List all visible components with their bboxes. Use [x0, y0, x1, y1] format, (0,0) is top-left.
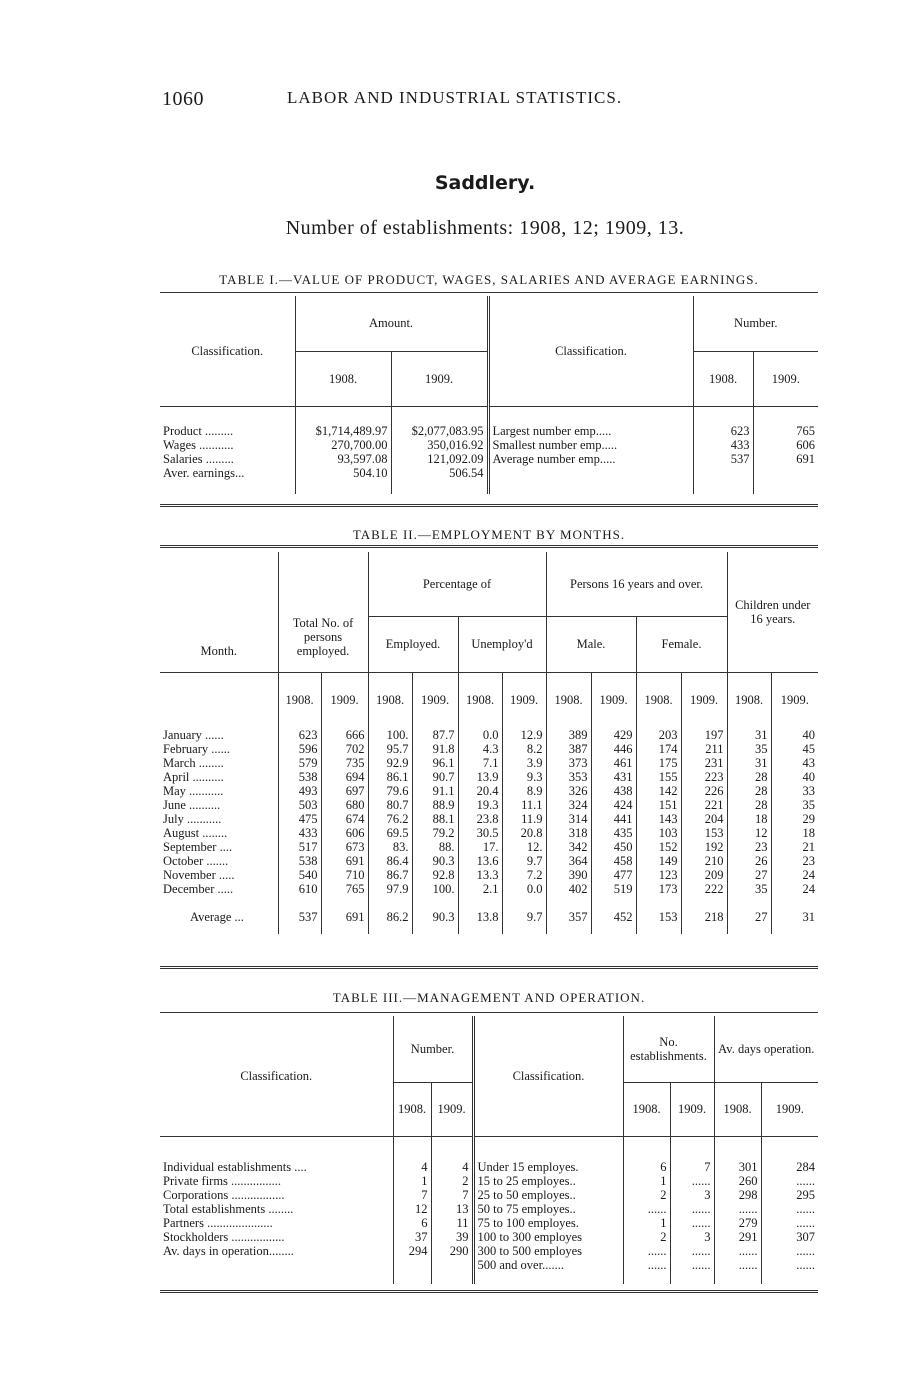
table2-cell: 2.1: [458, 882, 502, 896]
table3-top-rule: [160, 1012, 818, 1013]
table2-cell: 680: [321, 798, 368, 812]
table1-h-number-1909: 1909.: [753, 351, 818, 406]
table2-cell: 210: [681, 854, 727, 868]
table2-cell: 20.8: [502, 826, 546, 840]
table2-month-label: October .......: [163, 854, 229, 868]
table2: Month. Total No. of persons employed. Percentage of Persons 16 years and over. Children under 16 years. Employed. Unemploy'd Male. Female. 1908. 1909. 1908. 1909. 1908. 1909. 1908. 1909. 1908. 1909. 1908. 1909. January ...... 623 666 100. 87.7 0.0 12.9 389 429 203 197 31 40 February ...... 596 702 95.7 91.8 4.3 8.2 387 446 174 211 35 45 March ........ 579 735 92.9 96.1 7.1 3.9 373 461 175 231 31 43 April .......... 538 694 86.1 90.7 13.9 9.3 353 431 155 223 28 40 May ........... 493 697 79.6 91.1 20.4 8.9 326 438 142 226 28 33 June .......... 503 680 80.7 88.9 19.3 11.1 324 424 151 221 28 35 July ........... 475 674 76.2 88.1 23.8 11.9 314 441 143 204 18 29 August ........ 433 606 69.5 79.2 30.5 20.8 318 435 103 153 12 18 September .... 517 673 83. 88. 17. 12. 342 450 152 192 23 21 October ....... 538 691 86.4 90.3 13.6 9.7 364 458 149 210 26 23 November ..... 540 710 86.7 92.8 13.3 7.2 390 477 123 209 27 24 December ..... 610 765 97.9 100. 2.1 0.0 402 519 173 222 35 24 Average ... 537 691 86.2 90.3 13.8 9.7 357 452 153 218 27 31: [160, 552, 818, 934]
table3-row: [160, 1188, 818, 1202]
table2-month-label: February ......: [163, 742, 230, 756]
table2-month-label: November .....: [163, 868, 235, 882]
table2-cell: 7.2: [502, 868, 546, 882]
table2-average-cell: 27: [727, 910, 771, 924]
table2-cell: 12.: [502, 840, 546, 854]
table3-cell: 291: [714, 1230, 761, 1244]
table3-cell: 39: [431, 1230, 473, 1244]
table2-h-employed: Employed.: [368, 616, 458, 672]
table2-cell: 23: [727, 840, 771, 854]
table2-cell: 29: [771, 812, 818, 826]
table3-cell: 2: [623, 1230, 670, 1244]
table3-h-classification: Classification.: [240, 1068, 313, 1083]
table3-row: [160, 1160, 818, 1174]
table2-cell: 18: [727, 812, 771, 826]
table3-row: [160, 1230, 818, 1244]
table2-cell: 31: [727, 728, 771, 742]
table2-cell: 373: [546, 756, 591, 770]
table3-cell: 260: [714, 1174, 761, 1188]
table2-cell: 45: [771, 742, 818, 756]
table2-cell: 142: [636, 784, 681, 798]
table2-cell: 364: [546, 854, 591, 868]
table3-cell: ......: [761, 1258, 818, 1272]
table2-cell: 83.: [368, 840, 412, 854]
table2-cell: 461: [591, 756, 636, 770]
table3-right-label: 50 to 75 employes..: [473, 1202, 623, 1216]
table2-row: [160, 798, 818, 812]
table2-average-cell: 31: [771, 910, 818, 924]
table2-cell: 11.9: [502, 812, 546, 826]
table2-average-label: Average ...: [190, 910, 244, 924]
table2-h-children: Children under 16 years.: [727, 552, 818, 672]
table3-cell: 284: [761, 1160, 818, 1174]
table3-left-label: [160, 1258, 393, 1272]
table2-cell: 28: [727, 798, 771, 812]
table2-cell: 387: [546, 742, 591, 756]
table2-cell: 226: [681, 784, 727, 798]
table2-cell: 450: [591, 840, 636, 854]
table2-cell: 3.9: [502, 756, 546, 770]
table3-cell: [393, 1258, 431, 1272]
table3-cell: ......: [623, 1258, 670, 1272]
table2-cell: 21: [771, 840, 818, 854]
table2-cell: 151: [636, 798, 681, 812]
table2-row: [160, 812, 818, 826]
table2-cell: 666: [321, 728, 368, 742]
table2-cell: 92.8: [412, 868, 458, 882]
table3-left-label: Total establishments ........: [163, 1202, 294, 1216]
table2-cell: 318: [546, 826, 591, 840]
table2-cell: 35: [771, 798, 818, 812]
table1-row: Salaries ......... 93,597.08 121,092.09 Average number emp..... 537 691: [160, 452, 818, 466]
table2-cell: 517: [278, 840, 321, 854]
table2-average-row: [160, 910, 818, 924]
table2-cell: 123: [636, 868, 681, 882]
table3-cell: ......: [761, 1202, 818, 1216]
table2-cell: 231: [681, 756, 727, 770]
table3-cell: ......: [714, 1202, 761, 1216]
table2-cell: 30.5: [458, 826, 502, 840]
table3-cell: 4: [431, 1160, 473, 1174]
table3-cell: ......: [670, 1202, 714, 1216]
table1-row: Product ......... $1,714,489.97 $2,077,083.95 Largest number emp..... 623 765: [160, 424, 818, 438]
table2-cell: 493: [278, 784, 321, 798]
table2-cell: 91.1: [412, 784, 458, 798]
table2-cell: 192: [681, 840, 727, 854]
table1-h-number: Number.: [693, 296, 818, 351]
table3-cell: 279: [714, 1216, 761, 1230]
table2-row: [160, 742, 818, 756]
table3-cell: ......: [623, 1244, 670, 1258]
table2-h-persons16: Persons 16 years and over.: [546, 552, 727, 616]
table1-caption: TABLE I.—VALUE OF PRODUCT, WAGES, SALARIES AND AVERAGE EARNINGS.: [219, 272, 759, 287]
table2-cell: 9.7: [502, 854, 546, 868]
table2-cell: 17.: [458, 840, 502, 854]
table2-cell: 35: [727, 742, 771, 756]
table3-row: [160, 1202, 818, 1216]
table3-h-number: Number.: [393, 1016, 473, 1082]
table3-row: [160, 1258, 818, 1272]
table2-cell: 8.9: [502, 784, 546, 798]
table2-cell: 222: [681, 882, 727, 896]
page-number: 1060: [162, 88, 204, 110]
table3-right-label: 15 to 25 employes..: [473, 1174, 623, 1188]
table2-h-total: Total No. of persons employed.: [278, 552, 368, 672]
table2-cell: 697: [321, 784, 368, 798]
table2-row: [160, 826, 818, 840]
table2-cell: 28: [727, 770, 771, 784]
table2-row: [160, 868, 818, 882]
table2-cell: 86.1: [368, 770, 412, 784]
table2-cell: 431: [591, 770, 636, 784]
table3-cell: 4: [393, 1160, 431, 1174]
table3-cell: 3: [670, 1230, 714, 1244]
table2-cell: 13.6: [458, 854, 502, 868]
table2-cell: 88.9: [412, 798, 458, 812]
table2-average-cell: 452: [591, 910, 636, 924]
table2-cell: 155: [636, 770, 681, 784]
table2-average-cell: 90.3: [412, 910, 458, 924]
table3-cell: 290: [431, 1244, 473, 1258]
table2-cell: 79.6: [368, 784, 412, 798]
table3-left-label: Av. days in operation........: [163, 1244, 294, 1258]
table2-cell: 691: [321, 854, 368, 868]
table2-cell: 11.1: [502, 798, 546, 812]
table3-cell: ......: [714, 1258, 761, 1272]
table3-cell: ......: [670, 1216, 714, 1230]
table3-cell: ......: [714, 1244, 761, 1258]
table3-right-label: 500 and over.......: [473, 1258, 623, 1272]
table2-cell: 4.3: [458, 742, 502, 756]
table2-cell: 90.7: [412, 770, 458, 784]
table2-cell: 402: [546, 882, 591, 896]
table2-cell: 342: [546, 840, 591, 854]
table3-h-avdays: Av. days operation.: [714, 1016, 818, 1082]
table2-cell: 87.7: [412, 728, 458, 742]
table2-row: [160, 756, 818, 770]
table2-cell: 76.2: [368, 812, 412, 826]
table1-bottom-rule: [160, 504, 818, 507]
table2-cell: 24: [771, 882, 818, 896]
table2-month-label: September ....: [163, 840, 233, 854]
table2-cell: 86.4: [368, 854, 412, 868]
table3-cell: 295: [761, 1188, 818, 1202]
table2-cell: 438: [591, 784, 636, 798]
table2-cell: 223: [681, 770, 727, 784]
table3-cell: 7: [431, 1188, 473, 1202]
table2-average-cell: 218: [681, 910, 727, 924]
table2-cell: 209: [681, 868, 727, 882]
table2-top-rule: [160, 545, 818, 548]
table3-cell: 37: [393, 1230, 431, 1244]
table1-h-amount-1908: 1908.: [295, 351, 391, 406]
table3-right-label: 100 to 300 employes: [473, 1230, 623, 1244]
table2-cell: 88.: [412, 840, 458, 854]
table2-average-cell: 153: [636, 910, 681, 924]
table3-row: [160, 1244, 818, 1258]
table3-right-label: 300 to 500 employes: [473, 1244, 623, 1258]
table1-h-classification: Classification.: [191, 343, 264, 358]
table3-cell: ......: [761, 1244, 818, 1258]
table2-cell: 596: [278, 742, 321, 756]
table2-cell: 80.7: [368, 798, 412, 812]
table3-cell: 1: [623, 1216, 670, 1230]
table3-cell: 1: [393, 1174, 431, 1188]
table2-cell: 673: [321, 840, 368, 854]
table2-month-label: March ........: [163, 756, 224, 770]
table2-cell: 86.7: [368, 868, 412, 882]
table2-cell: 710: [321, 868, 368, 882]
table2-cell: 702: [321, 742, 368, 756]
table2-cell: 143: [636, 812, 681, 826]
table2-cell: 197: [681, 728, 727, 742]
table2-cell: 97.9: [368, 882, 412, 896]
table2-cell: 100.: [412, 882, 458, 896]
table2-cell: 538: [278, 854, 321, 868]
table3-caption: TABLE III.—MANAGEMENT AND OPERATION.: [332, 990, 646, 1005]
table2-row: [160, 854, 818, 868]
table2-cell: 211: [681, 742, 727, 756]
table2-cell: 458: [591, 854, 636, 868]
table2-cell: 31: [727, 756, 771, 770]
page-title: Saddlery.: [434, 172, 536, 194]
table3-cell: 307: [761, 1230, 818, 1244]
table3-left-label: Corporations .................: [163, 1188, 285, 1202]
table2-row: [160, 728, 818, 742]
table3-cell: 13: [431, 1202, 473, 1216]
table3-cell: 11: [431, 1216, 473, 1230]
table2-month-label: January ......: [163, 728, 224, 742]
table3-right-label: Under 15 employes.: [473, 1160, 623, 1174]
table2-cell: 13.3: [458, 868, 502, 882]
table3-cell: 12: [393, 1202, 431, 1216]
table2-cell: 12.9: [502, 728, 546, 742]
table2-cell: 353: [546, 770, 591, 784]
table2-cell: 13.9: [458, 770, 502, 784]
table3-cell: ......: [670, 1244, 714, 1258]
table2-cell: 43: [771, 756, 818, 770]
table2-cell: 424: [591, 798, 636, 812]
table2-average-cell: 357: [546, 910, 591, 924]
table2-month-label: July ...........: [163, 812, 222, 826]
table2-cell: 765: [321, 882, 368, 896]
table2-month-label: May ...........: [163, 784, 224, 798]
table3-cell: [431, 1258, 473, 1272]
table2-cell: 694: [321, 770, 368, 784]
table2-cell: 435: [591, 826, 636, 840]
page-subtitle: Number of establishments: 1908, 12; 1909, 13.: [285, 217, 685, 239]
table2-cell: 175: [636, 756, 681, 770]
table2-cell: 429: [591, 728, 636, 742]
table3-cell: 2: [431, 1174, 473, 1188]
table1-h-amount-1909: 1909.: [391, 351, 488, 406]
table2-cell: 18: [771, 826, 818, 840]
table2-average-cell: 691: [321, 910, 368, 924]
table2-cell: 610: [278, 882, 321, 896]
table2-cell: 33: [771, 784, 818, 798]
table2-cell: 326: [546, 784, 591, 798]
table2-cell: 149: [636, 854, 681, 868]
table3-h-classification2: Classification.: [473, 1016, 623, 1136]
table3-cell: 2: [623, 1188, 670, 1202]
table2-cell: 19.3: [458, 798, 502, 812]
table3-cell: ......: [670, 1258, 714, 1272]
table2-h-month: Month.: [200, 643, 237, 658]
table3-row: [160, 1174, 818, 1188]
table2-cell: 35: [727, 882, 771, 896]
table2-h-unemployed: Unemploy'd: [458, 616, 546, 672]
table2-cell: 446: [591, 742, 636, 756]
table3-cell: ......: [670, 1174, 714, 1188]
table3-row: [160, 1216, 818, 1230]
table2-cell: 314: [546, 812, 591, 826]
table2-month-label: August ........: [163, 826, 228, 840]
table2-cell: 623: [278, 728, 321, 742]
table2-cell: 674: [321, 812, 368, 826]
table3-left-label: Individual establishments ....: [163, 1160, 307, 1174]
table2-cell: 79.2: [412, 826, 458, 840]
table2-cell: 389: [546, 728, 591, 742]
table2-average-cell: 537: [278, 910, 321, 924]
table2-cell: 27: [727, 868, 771, 882]
table2-cell: 100.: [368, 728, 412, 742]
table2-cell: 204: [681, 812, 727, 826]
table2-cell: 0.0: [502, 882, 546, 896]
table2-row: [160, 840, 818, 854]
table2-cell: 40: [771, 728, 818, 742]
table3-cell: 6: [623, 1160, 670, 1174]
table1-row: Aver. earnings... 504.10 506.54: [160, 466, 818, 480]
table2-average-cell: 9.7: [502, 910, 546, 924]
table1-h-amount: Amount.: [295, 296, 488, 351]
table2-cell: 24: [771, 868, 818, 882]
table3-cell: 301: [714, 1160, 761, 1174]
table3-cell: 6: [393, 1216, 431, 1230]
table3-h-noestab: No. establishments.: [623, 1016, 714, 1082]
table2-cell: 26: [727, 854, 771, 868]
table2-cell: 95.7: [368, 742, 412, 756]
table3-cell: 3: [670, 1188, 714, 1202]
table3-left-label: Partners .....................: [163, 1216, 273, 1230]
table2-row: [160, 882, 818, 896]
table2-month-label: December .....: [163, 882, 234, 896]
table2-cell: 390: [546, 868, 591, 882]
table2-cell: 153: [681, 826, 727, 840]
table2-cell: 40: [771, 770, 818, 784]
table2-cell: 477: [591, 868, 636, 882]
table1-h-classification2: Classification.: [488, 296, 693, 406]
table2-cell: 88.1: [412, 812, 458, 826]
table2-cell: 20.4: [458, 784, 502, 798]
table2-bottom-rule: [160, 966, 818, 969]
table2-cell: 69.5: [368, 826, 412, 840]
table3-cell: 7: [670, 1160, 714, 1174]
table2-cell: 203: [636, 728, 681, 742]
table2-cell: 174: [636, 742, 681, 756]
table3-cell: ......: [761, 1174, 818, 1188]
table2-average-cell: 86.2: [368, 910, 412, 924]
table2-h-percentage: Percentage of: [368, 552, 546, 616]
table2-month-label: April ..........: [163, 770, 224, 784]
table3-cell: 298: [714, 1188, 761, 1202]
table2-caption: TABLE II.—EMPLOYMENT BY MONTHS.: [352, 527, 626, 542]
table2-cell: 441: [591, 812, 636, 826]
table2-cell: 92.9: [368, 756, 412, 770]
table2-cell: 8.2: [502, 742, 546, 756]
table3-right-label: 75 to 100 employes.: [473, 1216, 623, 1230]
table3: Classification. Number. Classification. No. establishments. Av. days operation. 1908. 1909. 1908. 1909. 1908. 1909. Individual establishments .... 4 4 Under 15 employes. 6 7 301 284 Private firms ................ 1 2 15 to 25 employes.. 1 ...... 260 ...... Corporations ................. 7 7 25 to 50 employes.. 2 3 298 295 Total establishments ........ 12 13 50 to 75 employes.. ...... ...... ...... ...... Partners ..................... 6 11 75 to 100 employes. 1 ...... 279 ...... Stockholders ................. 37 39 100 to 300 employes 2 3 291 307 Av. days in operation........ 294 290 300 to 500 employes ...... ...... ...... ...... 500 and over....... ...... ...... ...... ......: [160, 1016, 818, 1284]
table2-cell: 540: [278, 868, 321, 882]
table3-cell: 1: [623, 1174, 670, 1188]
table3-bottom-rule: [160, 1290, 818, 1293]
table2-cell: 28: [727, 784, 771, 798]
table2-cell: 23.8: [458, 812, 502, 826]
table1-row: Wages ........... 270,700.00 350,016.92 Smallest number emp..... 433 606: [160, 438, 818, 452]
table2-cell: 90.3: [412, 854, 458, 868]
table2-cell: 173: [636, 882, 681, 896]
table2-cell: 519: [591, 882, 636, 896]
running-title: LABOR AND INDUSTRIAL STATISTICS.: [287, 88, 623, 107]
table1-h-number-1908: 1908.: [693, 351, 753, 406]
table3-left-label: Private firms ................: [163, 1174, 282, 1188]
table3-left-label: Stockholders .................: [163, 1230, 285, 1244]
table2-cell: 503: [278, 798, 321, 812]
table2-cell: 475: [278, 812, 321, 826]
table2-cell: 23: [771, 854, 818, 868]
table3-cell: 294: [393, 1244, 431, 1258]
table2-cell: 12: [727, 826, 771, 840]
table2-row: [160, 770, 818, 784]
table2-cell: 0.0: [458, 728, 502, 742]
table3-right-label: 25 to 50 employes..: [473, 1188, 623, 1202]
table2-cell: 9.3: [502, 770, 546, 784]
table3-cell: ......: [623, 1202, 670, 1216]
table2-cell: 433: [278, 826, 321, 840]
table2-h-female: Female.: [636, 616, 727, 672]
table1-top-rule: [160, 292, 818, 293]
table1: [160, 296, 818, 494]
table2-month-label: June ..........: [163, 798, 221, 812]
table2-cell: 7.1: [458, 756, 502, 770]
table2-cell: 606: [321, 826, 368, 840]
table2-cell: 91.8: [412, 742, 458, 756]
table2-cell: 221: [681, 798, 727, 812]
table2-cell: 152: [636, 840, 681, 854]
table3-cell: ......: [761, 1216, 818, 1230]
table2-cell: 579: [278, 756, 321, 770]
table2-h-male: Male.: [546, 616, 636, 672]
table3-cell: 7: [393, 1188, 431, 1202]
table2-cell: 103: [636, 826, 681, 840]
table2-cell: 96.1: [412, 756, 458, 770]
table2-row: [160, 784, 818, 798]
table2-average-cell: 13.8: [458, 910, 502, 924]
table2-cell: 538: [278, 770, 321, 784]
table2-cell: 735: [321, 756, 368, 770]
table2-cell: 324: [546, 798, 591, 812]
